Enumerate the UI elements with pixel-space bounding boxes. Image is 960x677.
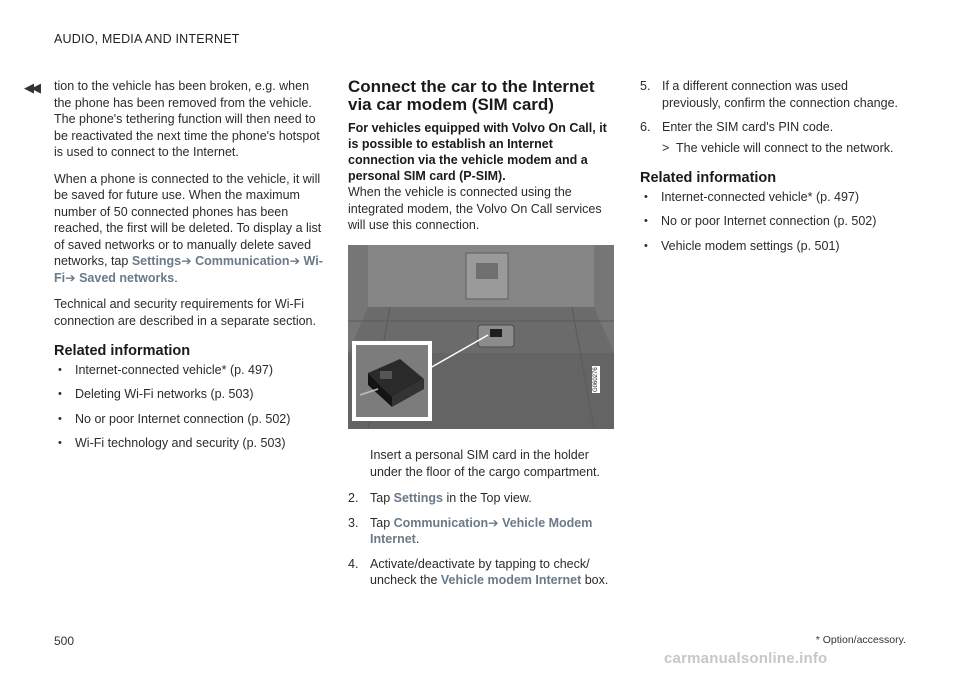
step-5: 5. If a different connection was used previously, confirm the connection change. xyxy=(640,79,899,110)
result-marker: > xyxy=(662,140,670,155)
cargo-floor-svg xyxy=(348,245,614,429)
steps-list xyxy=(348,490,618,589)
step-result: > The vehicle will connect to the network. xyxy=(662,140,894,155)
page-number: 500 xyxy=(54,634,75,648)
middle-column xyxy=(348,78,618,260)
step-2: 2. Tap Settings in the Top view. xyxy=(348,491,532,505)
menu-path-saved-networks: Saved networks xyxy=(79,270,175,285)
watermark: carmanualsonline.info xyxy=(664,650,828,667)
related-info-list xyxy=(54,362,326,452)
menu-path-vehicle-modem-internet: Vehicle Modem Internet xyxy=(370,515,593,546)
related-link[interactable]: • Internet-connected vehicle* (p. 497) xyxy=(54,362,326,379)
menu-path-communication: Communication xyxy=(393,515,489,530)
arrow-right-icon: ➔ xyxy=(289,254,301,268)
arrow-right-icon: ➔ xyxy=(488,515,499,530)
related-info-list xyxy=(640,189,910,255)
step-4: 4. Activate/deactivate by tapping to check/ uncheck the Vehicle modem Internet box. xyxy=(348,556,609,587)
related-info-heading: Related information xyxy=(54,343,191,359)
saved-networks-paragraph: When a phone is connected to the vehicle, it will be saved for future use. When the maximum number of 50 connected phones has been reached, the first will be deleted. To display a list of saved networks or to manually delete saved networks, tap Settings➔ Communication➔ Wi-Fi➔ Saved networks. xyxy=(54,171,323,285)
related-link[interactable]: • No or poor Internet connection (p. 502) xyxy=(54,411,326,428)
article-paragraph: When the vehicle is connected using the integrated modem, the Volvo On Call services will use this connection. xyxy=(348,185,602,232)
arrow-right-icon: ➔ xyxy=(65,270,76,285)
related-link[interactable]: • Deleting Wi-Fi networks (p. 503) xyxy=(54,386,326,403)
article-intro: For vehicles equipped with Volvo On Call, it is possible to establish an Internet connection via the vehicle modem and a personal SIM card (P-SIM). xyxy=(348,121,607,183)
right-column xyxy=(640,78,910,262)
step-6: 6. Enter the SIM card's PIN code. > The vehicle will connect to the network. xyxy=(640,119,910,156)
continued-paragraph: tion to the vehicle has been broken, e.g. when the phone has been removed from the vehicle. The phone's tethering function will then need to be reactivated the next time the phone's hotspot is used to connect to the Internet. xyxy=(54,79,320,159)
related-info-heading: Related information xyxy=(640,170,777,186)
menu-path-vehicle-modem-internet: Vehicle modem Internet xyxy=(440,573,582,587)
step-3: 3. Tap Communication➔ Vehicle Modem Internet. xyxy=(348,515,593,546)
menu-path-wifi: Wi-Fi xyxy=(54,254,323,285)
continued-icon: ◀◀ xyxy=(24,80,38,95)
figure-code: G060276 xyxy=(593,367,599,392)
steps-list-continued xyxy=(640,78,910,156)
option-footnote: * Option/accessory. xyxy=(815,634,906,646)
related-link[interactable]: • Internet-connected vehicle* (p. 497) xyxy=(640,189,910,206)
menu-path-settings: Settings xyxy=(393,491,443,505)
middle-steps xyxy=(348,447,618,597)
related-link[interactable]: • Vehicle modem settings (p. 501) xyxy=(640,238,910,255)
running-header: AUDIO, MEDIA AND INTERNET xyxy=(54,32,240,46)
article-title: Connect the car to the Internet via car modem (SIM card) xyxy=(348,77,595,114)
left-column xyxy=(54,78,326,460)
menu-path-communication: Communication xyxy=(195,254,290,268)
related-link[interactable]: • Wi-Fi technology and security (p. 503) xyxy=(54,435,326,452)
cargo-compartment-illustration xyxy=(348,245,614,429)
technical-paragraph: Technical and security requirements for Wi-Fi connection are described in a separate section. xyxy=(54,297,316,328)
step-1-text: Insert a personal SIM card in the holder under the floor of the cargo compartment. xyxy=(370,448,600,479)
arrow-right-icon: ➔ xyxy=(181,254,192,268)
menu-path-settings: Settings xyxy=(131,254,182,268)
related-link[interactable]: • No or poor Internet connection (p. 502) xyxy=(640,213,910,230)
